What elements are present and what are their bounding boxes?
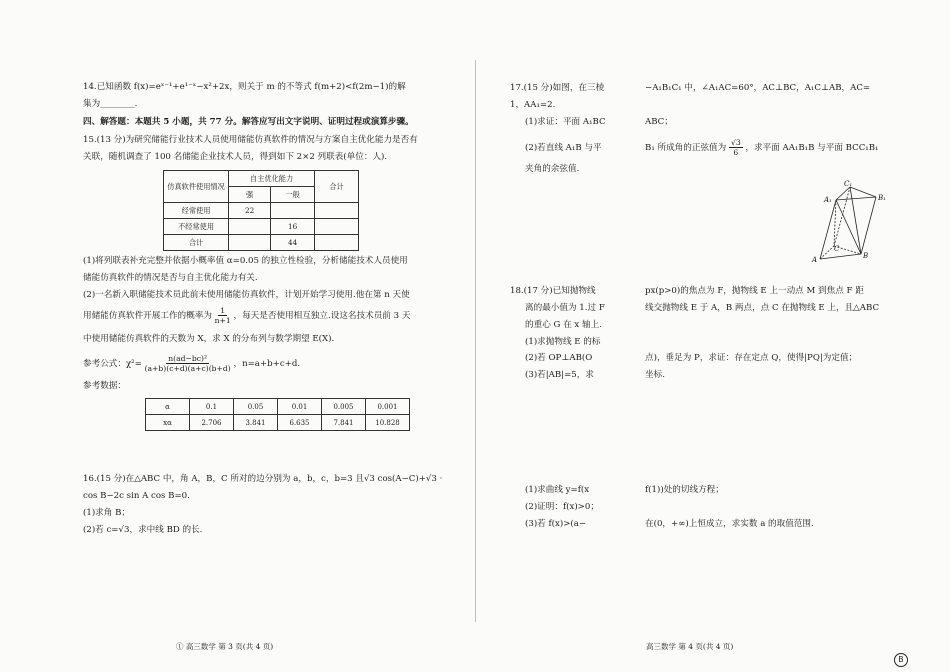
q17-p1-right: ABC； [645, 117, 673, 127]
left-page-footer: ① 高三数学 第 3 页(共 4 页) [176, 642, 274, 651]
cell-total [315, 203, 359, 219]
label-a: A [812, 256, 818, 264]
section4-heading: 四、解答题：本题共 5 小题，共 77 分。解答应写出文字说明、证明过程或演算步骤。 [83, 117, 414, 127]
fraction-denominator: (a+b)(c+d)(a+c)(b+d) [144, 364, 231, 373]
prism-figure [808, 178, 890, 264]
fraction-denominator: n+1 [214, 316, 231, 325]
row-label: 不经常使用 [164, 219, 229, 235]
alpha-value: 0.05 [234, 399, 278, 415]
q19-p2: (2)证明：f(x)>0； [525, 502, 599, 512]
q16-line2: cos B−2c sin A cos B=0. [83, 491, 190, 501]
alpha-value: 0.1 [190, 399, 234, 415]
version-badge: B [894, 653, 908, 667]
reference-formula [83, 354, 300, 373]
formula-label: 参考公式：χ²= [83, 359, 142, 369]
alpha-value: 0.005 [322, 399, 366, 415]
text-segment: ，每天是否使用相互独立.设这名技术员前 3 天 [233, 311, 411, 321]
table-corner: 仿真软件使用情况 [164, 171, 229, 203]
q15-p2-line1: (2)一名新入职储能技术员此前未使用储能仿真软件，计划开始学习使用.他在第 n 天使 [83, 290, 410, 300]
q14-line2: 集为________. [83, 99, 138, 109]
q18-line1-left: 18.(17 分)已知抛物线 [510, 286, 596, 296]
table-row [146, 399, 410, 415]
table-row [164, 219, 359, 235]
fraction-numerator: 1 [220, 306, 226, 315]
row-label: 合计 [164, 235, 229, 251]
q19-p1-right: f(1))处的切线方程； [645, 485, 724, 495]
row-label: 经常使用 [164, 203, 229, 219]
alpha-value: 0.01 [278, 399, 322, 415]
cell-total [315, 219, 359, 235]
q15-p1-line2: 储能仿真软件的情况是否与自主优化能力有关. [83, 273, 258, 283]
x-alpha-label: xα [146, 415, 190, 431]
q15-line1: 15.(13 分)为研究储能行业技术人员使用储能仿真软件的情况与方案自主优化能力是否有 [83, 135, 418, 145]
alpha-value: 0.001 [366, 399, 410, 415]
q18-line2-right: 线交抛物线 E 于 A，B 两点，点 C 在抛物线 E 上，且△ABC [645, 303, 880, 313]
q19-p3-right: 在(0，+∞)上恒成立，求实数 a 的取值范围. [645, 519, 814, 529]
page-divider [475, 60, 476, 622]
q17-line1-left: 17.(15 分)如图，在三棱 [510, 83, 605, 93]
reference-data-label: 参考数据： [83, 381, 126, 391]
fraction-numerator: √3 [730, 138, 741, 147]
table-row [146, 415, 410, 431]
q17-line1-right: −A₁B₁C₁ 中，∠A₁AC=60°，AC⊥BC，A₁C⊥AB，AC= [645, 83, 871, 93]
label-a1: A₁ [824, 196, 832, 204]
q14-line1: 14.已知函数 f(x)=eˣ⁻¹+e¹⁻ˣ−x²+2x，则关于 m 的不等式 f(m+2)<f(2m−1)的解 [83, 82, 406, 92]
q16-p1: (1)求角 B； [83, 508, 131, 518]
cell-strong [229, 235, 271, 251]
formula-post: ，n=a+b+c+d. [233, 359, 301, 369]
critical-value-table [145, 398, 410, 431]
chi-square-fraction [145, 354, 231, 373]
text-segment: ，求平面 AA₁B₁B 与平面 BCC₁B₁ [745, 143, 879, 153]
x-alpha-value: 7.841 [322, 415, 366, 431]
q18-p2-right: 点)，垂足为 P，求证：存在定点 Q，使得|PQ|为定值； [645, 353, 858, 363]
text-segment: 用储能仿真软件开展工作的概率为 [83, 311, 212, 321]
q17-p1-left: (1)求证：平面 A₁BC [525, 117, 606, 127]
cell-strong: 22 [229, 203, 271, 219]
q17-p2-line2: 夹角的余弦值. [525, 164, 580, 174]
label-c1: C₁ [844, 180, 853, 188]
q15-p2-line3: 中使用储能仿真软件的天数为 X，求 X 的分布列与数学期望 E(X). [83, 334, 335, 344]
cell-strong [229, 219, 271, 235]
fraction-denominator: 6 [733, 148, 739, 157]
label-c: C [834, 245, 840, 253]
table-row [164, 235, 359, 251]
q18-line3: 的重心 G 在 x 轴上. [525, 320, 602, 330]
right-page-footer: 高三数学 第 4 页(共 4 页) [646, 642, 734, 651]
table-col-total: 合计 [315, 171, 359, 203]
fraction [729, 138, 743, 157]
q15-p1-line1: (1)将列联表补充完整并依据小概率值 α=0.05 的独立性检验，分析储能技术人员使用 [83, 256, 408, 266]
x-alpha-value: 6.635 [278, 415, 322, 431]
q18-line1-right: px(p>0)的焦点为 F，抛物线 E 上一动点 M 到焦点 F 距 [645, 286, 864, 296]
q18-p3-right: 坐标. [645, 370, 665, 380]
q17-p2-right [645, 138, 879, 157]
contingency-table [163, 170, 359, 251]
q18-p1: (1)求抛物线 E 的标 [525, 337, 601, 347]
table-row [164, 203, 359, 219]
q16-line1: 16.(15 分)在△ABC 中，角 A，B，C 所对的边分别为 a，b，c，b=3 且√3 cos(A−C)+√3 · [83, 474, 443, 484]
q19-p3-left: (3)若 f(x)>(a− [525, 519, 587, 529]
cell-normal [271, 203, 315, 219]
x-alpha-value: 10.828 [366, 415, 410, 431]
cell-normal: 44 [271, 235, 315, 251]
label-b1: B₁ [878, 194, 886, 202]
q18-p2-left: (2)若 OP⊥AB(O [525, 353, 593, 363]
q16-p2: (2)若 c=√3，求中线 BD 的长. [83, 525, 203, 535]
alpha-label: α [146, 399, 190, 415]
table-group-header: 自主优化能力 [229, 171, 315, 187]
cell-normal: 16 [271, 219, 315, 235]
table-col-strong: 强 [229, 187, 271, 203]
q18-line2-left: 离的最小值为 1.过 F [525, 303, 605, 313]
cell-total [315, 235, 359, 251]
q19-p1-left: (1)求曲线 y=f(x [525, 485, 590, 495]
text-segment: B₁ 所成角的正弦值为 [645, 143, 727, 153]
fraction [215, 306, 231, 325]
q18-p3-left: (3)若|AB|=5，求 [525, 370, 594, 380]
x-alpha-value: 3.841 [234, 415, 278, 431]
q17-line2: 1，AA₁=2. [510, 100, 556, 110]
fraction-numerator: n(ad−bc)² [168, 354, 208, 363]
q15-line2: 关联，随机调查了 100 名储能企业技术人员，得到如下 2×2 列联表(单位：人). [83, 152, 388, 162]
q15-p2-line2 [83, 306, 410, 325]
table-col-normal: 一般 [271, 187, 315, 203]
label-b: B [863, 252, 869, 260]
q17-p2-left: (2)若直线 A₁B 与平 [525, 143, 602, 153]
x-alpha-value: 2.706 [190, 415, 234, 431]
